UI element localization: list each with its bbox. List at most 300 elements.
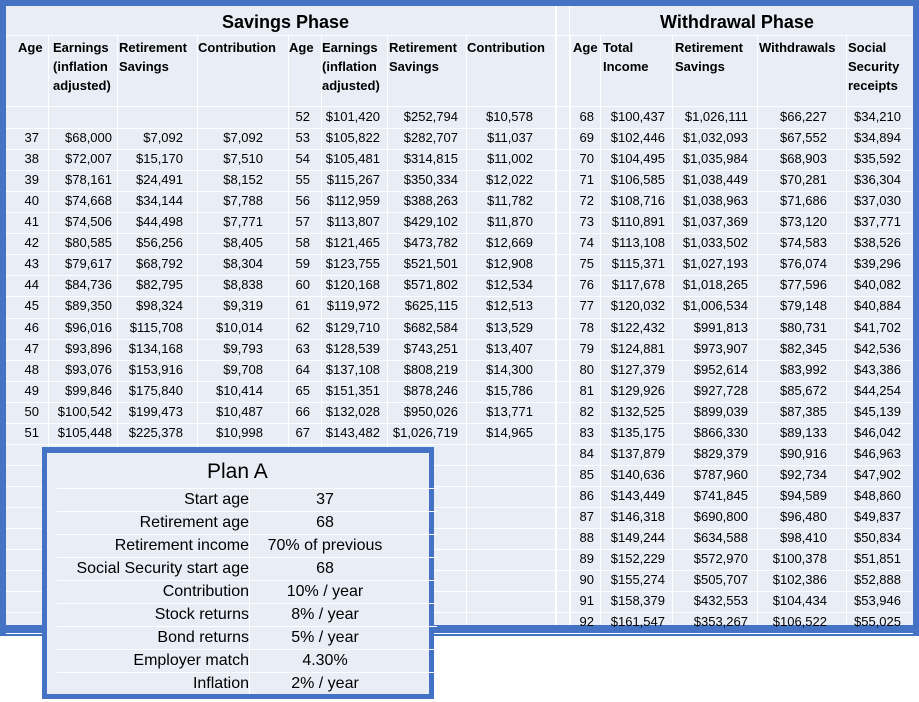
savings-earnings-cell: $132,028 — [325, 404, 380, 419]
savings-balance-cell: $473,782 — [403, 235, 458, 250]
header-retirement-savings-2-line: Retirement — [389, 40, 457, 55]
savings-earnings-cell: $80,585 — [65, 235, 112, 250]
plan-panel-inner — [47, 453, 429, 694]
savings-balance-cell: $134,168 — [128, 341, 183, 356]
withdrawal-age-cell: 70 — [579, 151, 594, 166]
withdrawal-savings-cell: $1,032,093 — [682, 130, 748, 145]
header-earnings-2-line: (inflation — [322, 59, 377, 74]
social-security-cell: $53,946 — [854, 593, 901, 608]
withdrawal-age-cell: 77 — [579, 298, 594, 313]
withdrawal-age-cell: 87 — [579, 509, 594, 524]
header-retirement-savings-line: Savings — [119, 59, 169, 74]
savings-balance-cell: $429,102 — [403, 214, 458, 229]
plan-row-line — [57, 580, 437, 581]
savings-contribution-cell: $10,578 — [486, 109, 533, 124]
savings-balance-cell: $521,501 — [403, 256, 458, 271]
savings-age-cell: 38 — [24, 151, 39, 166]
header-total-income-line: Total — [603, 40, 634, 55]
plan-row-label: Retirement income — [114, 537, 249, 554]
plan-row-label: Contribution — [162, 583, 249, 600]
social-security-cell: $50,834 — [854, 530, 901, 545]
header-retirement-savings-line: Retirement — [119, 40, 187, 55]
savings-balance-cell: $252,794 — [403, 109, 458, 124]
withdrawal-amount-cell: $82,345 — [780, 341, 827, 356]
plan-row-label: Bond returns — [157, 629, 249, 646]
withdrawal-savings-cell: $432,553 — [693, 593, 748, 608]
savings-earnings-cell: $137,108 — [325, 362, 380, 377]
withdrawal-income-cell: $102,446 — [610, 130, 665, 145]
header-total-income — [603, 38, 649, 76]
savings-contribution-cell: $10,487 — [216, 404, 263, 419]
savings-age-cell: 42 — [24, 235, 39, 250]
withdrawal-income-cell: $110,891 — [611, 214, 665, 229]
plan-row-line — [57, 534, 437, 535]
savings-age-cell: 55 — [295, 172, 310, 187]
withdrawal-savings-cell: $866,330 — [693, 425, 748, 440]
savings-contribution-cell: $7,771 — [223, 214, 263, 229]
savings-age-cell: 51 — [24, 425, 39, 440]
header-age: Age — [18, 40, 43, 55]
withdrawal-amount-cell: $76,074 — [780, 256, 827, 271]
savings-contribution-cell: $8,304 — [223, 256, 263, 271]
plan-row-value: 68 — [316, 560, 334, 577]
withdrawal-savings-cell: $973,907 — [693, 341, 748, 356]
savings-earnings-cell: $74,668 — [65, 193, 112, 208]
withdrawal-age-cell: 79 — [579, 341, 594, 356]
savings-balance-cell: $878,246 — [403, 383, 458, 398]
withdrawal-income-cell: $108,716 — [610, 193, 665, 208]
withdrawal-amount-cell: $98,410 — [780, 530, 827, 545]
withdrawal-savings-cell: $741,845 — [693, 488, 748, 503]
savings-contribution-cell: $13,407 — [486, 341, 533, 356]
header-total-income-line: Income — [603, 59, 649, 74]
plan-row-value: 10% / year — [286, 583, 364, 600]
social-security-cell: $36,304 — [854, 172, 901, 187]
withdrawal-amount-cell: $92,734 — [780, 467, 827, 482]
savings-balance-cell: $15,170 — [136, 151, 183, 166]
plan-row-label: Start age — [184, 491, 249, 508]
withdrawal-savings-cell: $634,588 — [693, 530, 748, 545]
plan-row-label: Retirement age — [139, 514, 249, 531]
social-security-cell: $38,526 — [854, 235, 901, 250]
withdrawal-income-cell: $140,636 — [610, 467, 665, 482]
plan-column-divider — [249, 488, 250, 694]
withdrawal-income-cell: $143,449 — [610, 488, 665, 503]
withdrawal-income-cell: $155,274 — [610, 572, 665, 587]
savings-contribution-cell: $13,529 — [486, 320, 533, 335]
grid-hline — [6, 318, 913, 319]
savings-earnings-cell: $78,161 — [65, 172, 112, 187]
grid-hline — [6, 212, 913, 213]
savings-earnings-cell: $105,448 — [57, 425, 112, 440]
withdrawal-age-cell: 85 — [579, 467, 594, 482]
savings-age-cell: 39 — [24, 172, 39, 187]
withdrawal-savings-cell: $1,018,265 — [682, 277, 748, 292]
grid-hline — [6, 339, 913, 340]
withdrawal-age-cell: 76 — [579, 277, 594, 292]
withdrawal-savings-cell: $1,038,449 — [682, 172, 748, 187]
withdrawal-savings-cell: $1,026,111 — [684, 109, 748, 124]
header-contribution-2: Contribution — [467, 40, 545, 55]
savings-contribution-cell: $7,788 — [223, 193, 263, 208]
grid-hline — [6, 275, 913, 276]
social-security-cell: $37,771 — [854, 214, 901, 229]
header-age-3: Age — [573, 40, 598, 55]
withdrawal-income-cell: $117,678 — [611, 277, 665, 292]
savings-contribution-cell: $10,014 — [216, 320, 263, 335]
plan-row-value: 8% / year — [291, 606, 359, 623]
savings-age-cell: 66 — [295, 404, 310, 419]
savings-balance-cell: $24,491 — [136, 172, 183, 187]
header-retirement-savings-3-line: Savings — [675, 59, 725, 74]
social-security-cell: $45,139 — [854, 404, 901, 419]
plan-row-label: Employer match — [133, 652, 249, 669]
savings-contribution-cell: $12,513 — [486, 298, 533, 313]
savings-balance-cell: $1,026,719 — [392, 425, 458, 440]
social-security-cell: $40,082 — [854, 277, 901, 292]
header-retirement-savings — [119, 38, 187, 76]
withdrawal-income-cell: $104,495 — [610, 151, 665, 166]
plan-row-line — [57, 557, 437, 558]
savings-age-cell: 45 — [24, 298, 39, 313]
withdrawal-income-cell: $127,379 — [610, 362, 665, 377]
savings-age-cell: 50 — [24, 404, 39, 419]
withdrawal-savings-cell: $690,800 — [693, 509, 748, 524]
withdrawal-age-cell: 92 — [579, 614, 594, 629]
grid-hline — [6, 191, 913, 192]
savings-contribution-cell: $8,152 — [223, 172, 263, 187]
social-security-cell: $46,042 — [854, 425, 901, 440]
withdrawal-age-cell: 81 — [579, 383, 594, 398]
plan-row-line — [57, 488, 437, 489]
savings-age-cell: 61 — [295, 298, 310, 313]
social-security-cell: $47,902 — [854, 467, 901, 482]
savings-contribution-cell: $13,771 — [486, 404, 533, 419]
savings-earnings-cell: $123,755 — [325, 256, 380, 271]
savings-balance-cell: $282,707 — [403, 130, 458, 145]
withdrawal-age-cell: 83 — [579, 425, 594, 440]
social-security-cell: $37,030 — [854, 193, 901, 208]
withdrawal-age-cell: 72 — [579, 193, 594, 208]
grid-hline — [6, 233, 913, 234]
withdrawal-income-cell: $106,585 — [610, 172, 665, 187]
savings-earnings-cell: $121,465 — [325, 235, 380, 250]
savings-balance-cell: $44,498 — [136, 214, 183, 229]
withdrawal-savings-cell: $353,267 — [693, 614, 748, 629]
savings-age-cell: 44 — [24, 277, 39, 292]
grid-hline — [6, 444, 913, 445]
plan-row-value: 5% / year — [291, 629, 359, 646]
withdrawal-age-cell: 69 — [579, 130, 594, 145]
savings-balance-cell: $225,378 — [128, 425, 183, 440]
savings-age-cell: 57 — [295, 214, 310, 229]
savings-balance-cell: $153,916 — [128, 362, 183, 377]
plan-row-label: Inflation — [192, 675, 249, 692]
grid-hline — [6, 106, 913, 107]
withdrawal-age-cell: 90 — [579, 572, 594, 587]
withdrawal-savings-cell: $991,813 — [693, 320, 748, 335]
withdrawal-savings-cell: $899,039 — [693, 404, 748, 419]
savings-contribution-cell: $11,782 — [486, 193, 533, 208]
savings-contribution-cell: $11,037 — [486, 130, 533, 145]
social-security-cell: $35,592 — [854, 151, 901, 166]
withdrawal-income-cell: $161,547 — [610, 614, 665, 629]
savings-balance-cell: $34,144 — [136, 193, 183, 208]
grid-hline — [6, 296, 913, 297]
savings-age-cell: 53 — [295, 130, 310, 145]
savings-age-cell: 63 — [295, 341, 310, 356]
header-earnings-line: adjusted) — [53, 78, 111, 93]
plan-title: Plan A — [207, 460, 268, 483]
savings-earnings-cell: $151,351 — [325, 383, 380, 398]
savings-balance-cell: $808,219 — [403, 362, 458, 377]
withdrawal-savings-cell: $829,379 — [693, 446, 748, 461]
withdrawal-age-cell: 88 — [579, 530, 594, 545]
header-earnings-2 — [322, 38, 380, 95]
header-earnings-2-line: Earnings — [322, 40, 378, 55]
withdrawal-age-cell: 82 — [579, 404, 594, 419]
plan-row-line — [57, 672, 437, 673]
savings-earnings-cell: $112,959 — [326, 193, 380, 208]
savings-earnings-cell: $143,482 — [325, 425, 380, 440]
header-social-security-line: receipts — [848, 78, 898, 93]
withdrawal-income-cell: $122,432 — [610, 320, 665, 335]
savings-contribution-cell: $12,669 — [486, 235, 533, 250]
savings-contribution-cell: $12,534 — [486, 277, 533, 292]
withdrawal-amount-cell: $90,916 — [780, 446, 827, 461]
savings-earnings-cell: $74,506 — [65, 214, 112, 229]
savings-contribution-cell: $7,510 — [223, 151, 263, 166]
savings-age-cell: 65 — [295, 383, 310, 398]
savings-earnings-cell: $119,972 — [326, 298, 380, 313]
plan-row-value: 2% / year — [291, 675, 359, 692]
header-age-2: Age — [289, 40, 314, 55]
header-earnings-2-line: adjusted) — [322, 78, 380, 93]
header-social-security-line: Security — [848, 59, 900, 74]
header-retirement-savings-2-line: Savings — [389, 59, 439, 74]
savings-earnings-cell: $89,350 — [65, 298, 112, 313]
social-security-cell: $49,837 — [854, 509, 901, 524]
header-withdrawals: Withdrawals — [759, 40, 836, 55]
withdrawal-income-cell: $135,175 — [610, 425, 665, 440]
withdrawal-amount-cell: $70,281 — [780, 172, 827, 187]
withdrawal-amount-cell: $94,589 — [780, 488, 827, 503]
savings-contribution-cell: $10,998 — [216, 425, 263, 440]
grid-hline — [6, 423, 913, 424]
withdrawal-income-cell: $146,318 — [610, 509, 665, 524]
savings-contribution-cell: $8,838 — [223, 277, 263, 292]
savings-age-cell: 41 — [24, 214, 39, 229]
social-security-cell: $48,860 — [854, 488, 901, 503]
savings-earnings-cell: $120,168 — [325, 277, 380, 292]
grid-hline — [6, 254, 913, 255]
withdrawal-age-cell: 78 — [579, 320, 594, 335]
header-contribution: Contribution — [198, 40, 276, 55]
savings-phase-title: Savings Phase — [222, 12, 350, 32]
savings-balance-cell: $199,473 — [128, 404, 183, 419]
savings-balance-cell: $682,584 — [403, 320, 458, 335]
grid-hline — [6, 128, 913, 129]
plan-row-line — [57, 603, 437, 604]
withdrawal-savings-cell: $927,728 — [693, 383, 748, 398]
header-retirement-savings-2 — [389, 38, 457, 76]
savings-age-cell: 58 — [295, 235, 310, 250]
social-security-cell: $34,210 — [854, 109, 901, 124]
withdrawal-phase-title: Withdrawal Phase — [660, 12, 814, 32]
social-security-cell: $39,296 — [854, 256, 901, 271]
savings-balance-cell: $82,795 — [136, 277, 183, 292]
grid-hline — [6, 170, 913, 171]
savings-contribution-cell: $11,002 — [486, 151, 533, 166]
savings-balance-cell: $571,802 — [403, 277, 458, 292]
plan-row-line — [57, 649, 437, 650]
withdrawal-income-cell: $132,525 — [610, 404, 665, 419]
savings-earnings-cell: $105,481 — [325, 151, 380, 166]
savings-age-cell: 56 — [295, 193, 310, 208]
savings-balance-cell: $314,815 — [403, 151, 458, 166]
savings-contribution-cell: $7,092 — [223, 130, 263, 145]
withdrawal-amount-cell: $67,552 — [780, 130, 827, 145]
withdrawal-amount-cell: $100,378 — [772, 551, 827, 566]
withdrawal-amount-cell: $106,522 — [772, 614, 827, 629]
grid-hline — [6, 402, 913, 403]
withdrawal-savings-cell: $787,960 — [693, 467, 748, 482]
savings-earnings-cell: $101,420 — [325, 109, 380, 124]
withdrawal-savings-cell: $505,707 — [693, 572, 748, 587]
savings-age-cell: 43 — [24, 256, 39, 271]
withdrawal-age-cell: 89 — [579, 551, 594, 566]
savings-earnings-cell: $105,822 — [325, 130, 380, 145]
social-security-cell: $51,851 — [854, 551, 901, 566]
withdrawal-amount-cell: $89,133 — [780, 425, 827, 440]
plan-row-label: Stock returns — [154, 606, 249, 623]
grid-hline — [6, 35, 913, 36]
withdrawal-income-cell: $129,926 — [610, 383, 665, 398]
savings-contribution-cell: $12,908 — [486, 256, 533, 271]
withdrawal-amount-cell: $68,903 — [780, 151, 827, 166]
header-earnings — [53, 38, 111, 95]
savings-earnings-cell: $93,896 — [65, 341, 112, 356]
social-security-cell: $40,884 — [854, 298, 901, 313]
withdrawal-age-cell: 73 — [579, 214, 594, 229]
withdrawal-age-cell: 74 — [579, 235, 594, 250]
social-security-cell: $52,888 — [854, 572, 901, 587]
savings-earnings-cell: $79,617 — [65, 256, 112, 271]
withdrawal-savings-cell: $1,027,193 — [682, 256, 748, 271]
savings-contribution-cell: $9,319 — [223, 298, 263, 313]
withdrawal-amount-cell: $96,480 — [780, 509, 827, 524]
savings-age-cell: 47 — [24, 341, 39, 356]
savings-earnings-cell: $115,267 — [326, 172, 380, 187]
withdrawal-income-cell: $152,229 — [610, 551, 665, 566]
social-security-cell: $44,254 — [854, 383, 901, 398]
savings-earnings-cell: $96,016 — [65, 320, 112, 335]
withdrawal-income-cell: $100,437 — [610, 109, 665, 124]
savings-contribution-cell: $10,414 — [216, 383, 263, 398]
withdrawal-income-cell: $120,032 — [610, 298, 665, 313]
savings-earnings-cell: $68,000 — [65, 130, 112, 145]
withdrawal-age-cell: 91 — [579, 593, 594, 608]
savings-earnings-cell: $113,807 — [326, 214, 380, 229]
withdrawal-age-cell: 75 — [579, 256, 594, 271]
withdrawal-income-cell: $113,108 — [611, 235, 665, 250]
withdrawal-amount-cell: $87,385 — [780, 404, 827, 419]
withdrawal-age-cell: 86 — [579, 488, 594, 503]
savings-age-cell: 40 — [24, 193, 39, 208]
withdrawal-income-cell: $149,244 — [610, 530, 665, 545]
withdrawal-age-cell: 68 — [579, 109, 594, 124]
header-retirement-savings-3-line: Retirement — [675, 40, 743, 55]
savings-age-cell: 54 — [295, 151, 310, 166]
withdrawal-income-cell: $137,879 — [610, 446, 665, 461]
withdrawal-amount-cell: $73,120 — [780, 214, 827, 229]
plan-row-label: Social Security start age — [76, 560, 249, 577]
savings-earnings-cell: $72,007 — [65, 151, 112, 166]
plan-row-value: 4.30% — [302, 652, 348, 669]
withdrawal-savings-cell: $1,035,984 — [682, 151, 748, 166]
savings-contribution-cell: $11,870 — [486, 214, 533, 229]
header-social-security-line: Social — [848, 40, 887, 55]
savings-balance-cell: $388,263 — [403, 193, 458, 208]
savings-balance-cell: $743,251 — [403, 341, 458, 356]
withdrawal-amount-cell: $77,596 — [780, 277, 827, 292]
savings-age-cell: 60 — [295, 277, 310, 292]
savings-balance-cell: $350,334 — [403, 172, 458, 187]
savings-age-cell: 52 — [295, 109, 310, 124]
header-earnings-line: Earnings — [53, 40, 109, 55]
withdrawal-amount-cell: $83,992 — [780, 362, 827, 377]
savings-balance-cell: $115,708 — [129, 320, 183, 335]
savings-balance-cell: $56,256 — [136, 235, 183, 250]
savings-age-cell: 37 — [24, 130, 39, 145]
savings-earnings-cell: $99,846 — [65, 383, 112, 398]
withdrawal-savings-cell: $572,970 — [693, 551, 748, 566]
savings-earnings-cell: $100,542 — [57, 404, 112, 419]
withdrawal-amount-cell: $85,672 — [780, 383, 827, 398]
plan-row-value: 68 — [316, 514, 334, 531]
savings-contribution-cell: $9,793 — [223, 341, 263, 356]
withdrawal-savings-cell: $952,614 — [693, 362, 748, 377]
savings-age-cell: 59 — [295, 256, 310, 271]
grid-hline — [6, 381, 913, 382]
savings-balance-cell: $950,026 — [403, 404, 458, 419]
savings-age-cell: 46 — [24, 320, 39, 335]
withdrawal-income-cell: $124,881 — [610, 341, 665, 356]
savings-balance-cell: $175,840 — [128, 383, 183, 398]
savings-contribution-cell: $12,022 — [486, 172, 533, 187]
withdrawal-amount-cell: $102,386 — [772, 572, 827, 587]
withdrawal-income-cell: $115,371 — [611, 256, 665, 271]
savings-contribution-cell: $8,405 — [223, 235, 263, 250]
social-security-cell: $34,894 — [854, 130, 901, 145]
withdrawal-amount-cell: $71,686 — [780, 193, 827, 208]
withdrawal-amount-cell: $80,731 — [780, 320, 827, 335]
savings-earnings-cell: $129,710 — [325, 320, 380, 335]
savings-earnings-cell: $128,539 — [325, 341, 380, 356]
savings-balance-cell: $98,324 — [136, 298, 183, 313]
plan-row-value: 70% of previous — [267, 537, 383, 554]
plan-row-line — [57, 511, 437, 512]
savings-earnings-cell: $93,076 — [65, 362, 112, 377]
savings-contribution-cell: $14,965 — [486, 425, 533, 440]
savings-balance-cell: $625,115 — [404, 298, 458, 313]
withdrawal-savings-cell: $1,033,502 — [682, 235, 748, 250]
withdrawal-age-cell: 84 — [579, 446, 594, 461]
header-retirement-savings-3 — [675, 38, 743, 76]
savings-age-cell: 64 — [295, 362, 310, 377]
plan-row-value: 37 — [316, 491, 334, 508]
social-security-cell: $46,963 — [854, 446, 901, 461]
